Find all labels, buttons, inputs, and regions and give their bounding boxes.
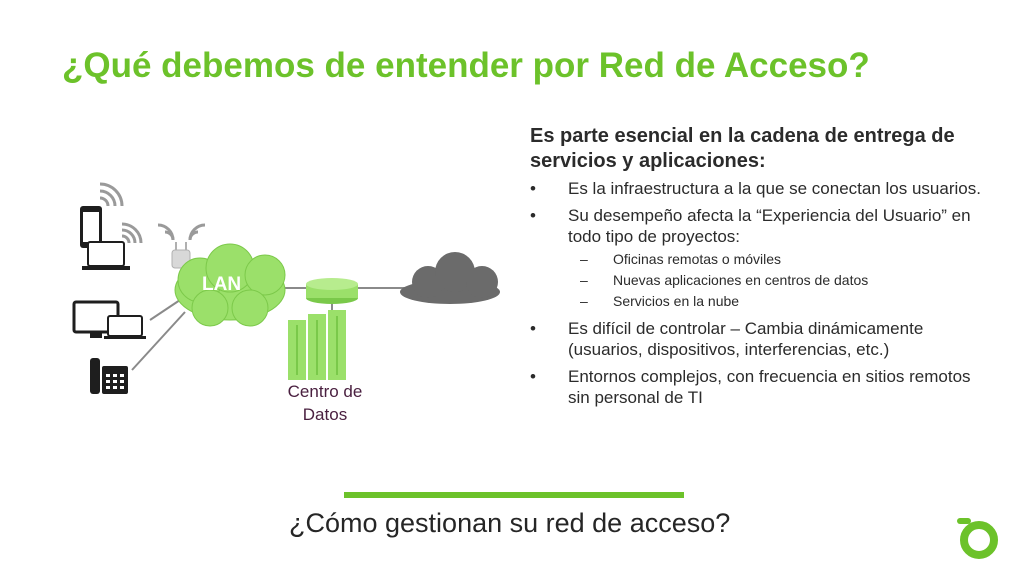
datacenter-label (270, 380, 380, 426)
internet-cloud-icon (400, 252, 500, 304)
datacenter-label-line1: Centro de (287, 382, 363, 401)
bullet-marker: • (530, 367, 536, 386)
bullet-text: Su desempeño afecta la “Experiencia del Usuario” en todo tipo de proyectos: (568, 206, 971, 246)
sub-bullet-item (568, 270, 990, 291)
sub-bullet-item (568, 291, 990, 312)
bullet-marker: • (530, 319, 536, 338)
bullet-text: Entornos complejos, con frecuencia en sitios remotos sin personal de TI (568, 367, 971, 407)
bullet-list (530, 178, 990, 408)
network-switch-icon (306, 278, 358, 304)
bullet-item (530, 318, 990, 360)
bullet-marker: • (530, 206, 536, 225)
bullet-item (530, 205, 990, 312)
sub-bullet-marker: – (580, 251, 588, 267)
green-divider (344, 492, 684, 498)
slide-title: ¿Qué debemos de entender por Red de Acceso? (62, 46, 870, 85)
text-panel (530, 124, 990, 414)
brand-logo-icon (955, 514, 1005, 564)
sub-bullet-list (568, 249, 990, 312)
wifi-signal-icon-phone (100, 184, 122, 206)
sub-bullet-text: Oficinas remotas o móviles (613, 251, 782, 267)
bullet-marker: • (530, 179, 536, 198)
sub-bullet-item (568, 249, 990, 270)
panel-heading: Es parte esencial en la cadena de entrega de servicios y aplicaciones: (530, 125, 955, 172)
closing-question: ¿Cómo gestionan su red de acceso? (289, 508, 731, 538)
desk-phone-icon (90, 358, 128, 394)
laptop-icon (82, 242, 130, 270)
line-pcs-lan (150, 300, 180, 320)
server-rack-icon (288, 310, 346, 380)
lan-label: LAN (202, 274, 242, 295)
bullet-item (530, 178, 990, 199)
desktop-computer-icon (74, 302, 146, 339)
sub-bullet-marker: – (580, 272, 588, 288)
wifi-signal-icon-laptop (122, 224, 141, 243)
sub-bullet-text: Nuevas aplicaciones en centros de datos (613, 272, 869, 288)
datacenter-label-line2: Datos (302, 405, 348, 424)
network-diagram (60, 180, 520, 440)
sub-bullet-marker: – (580, 293, 588, 309)
sub-bullet-text: Servicios en la nube (613, 293, 740, 309)
wifi-signal-icon-ap (158, 225, 205, 240)
bullet-text: Es difícil de controlar – Cambia dinámicamente (usuarios, dispositivos, interferencias, etc.) (568, 319, 924, 359)
bullet-text: Es la infraestructura a la que se conectan los usuarios. (568, 179, 981, 198)
bullet-item (530, 366, 990, 408)
